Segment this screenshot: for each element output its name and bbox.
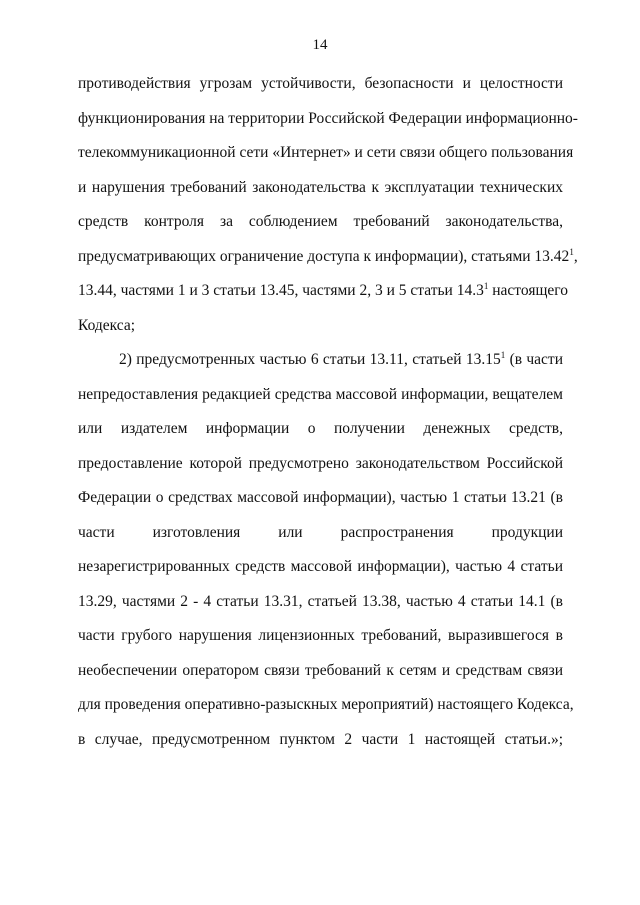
text-line [78,348,563,383]
text-run: или издателем информации о получении денежных средств, [78,420,563,437]
text-run: 2) предусмотренных частью 6 статьи 13.11, статьей 13.15 [119,351,501,368]
text-run: 13.44, частями 1 и 3 статьи 13.45, частями 2, 3 и 5 статьи 14.3 [78,282,484,299]
text-line [78,693,574,728]
text-line [78,383,563,418]
text-line [78,107,578,142]
text-run: , [573,247,578,265]
text-line [78,210,563,245]
text-line [78,176,563,211]
superscript: 1 [569,246,574,257]
page-number: 14 [312,37,328,53]
text-run: (в части [505,351,563,368]
text-run: части изготовления или распространения продукции [78,523,563,541]
text-run: предоставление которой предусмотрено законодательством Российской [78,454,563,472]
text-line [78,417,563,452]
text-run: предусматривающих ограничение доступа к информации), статьями 13.42 [78,247,570,265]
text-line [78,314,563,349]
text-line [78,141,574,176]
superscript: 1 [500,350,506,360]
text-line [78,555,563,590]
text-run: для проведения оперативно-разыскных мероприятий) настоящего Кодекса, [78,696,574,713]
text-run: 13.29, частями 2 - 4 статьи 13.31, статьей 13.38, частью 4 статьи 14.1 (в [78,592,563,610]
document-body [78,72,578,762]
text-run: функционирования на территории Российской Федерации информационно- [78,109,578,127]
text-line [78,590,563,625]
text-line [78,486,563,521]
text-line [78,624,563,659]
text-run: Федерации о средствах массовой информации), частью 1 статьи 13.21 (в [78,489,563,506]
text-run: телекоммуникационной сети «Интернет» и сети связи общего пользования [78,144,574,161]
text-run: противодействия угрозам устойчивости, безопасности и целостности [78,75,563,92]
text-run: части грубого нарушения лицензионных требований, выразившегося в [78,627,563,644]
text-run: незарегистрированных средств массовой информации), частью 4 статьи [78,558,563,575]
text-line [78,659,563,694]
text-run: настоящего [488,282,568,299]
superscript: 1 [483,281,489,291]
text-run: средств контроля за соблюдением требований законодательства, [78,213,563,230]
text-run: необеспечении оператором связи требований к сетям и средствам связи [78,661,563,679]
text-line [78,452,563,487]
text-line [78,521,563,556]
text-line [78,245,578,280]
text-run: непредоставления редакцией средства массовой информации, вещателем [78,385,563,403]
text-run: в случае, предусмотренном пунктом 2 части 1 настоящей статьи.»; [78,730,563,748]
text-run: и нарушения требований законодательства к эксплуатации технических [78,178,563,196]
text-line [78,728,563,763]
text-line [78,72,563,107]
text-line [78,279,568,314]
text-run: Кодекса; [78,316,136,334]
